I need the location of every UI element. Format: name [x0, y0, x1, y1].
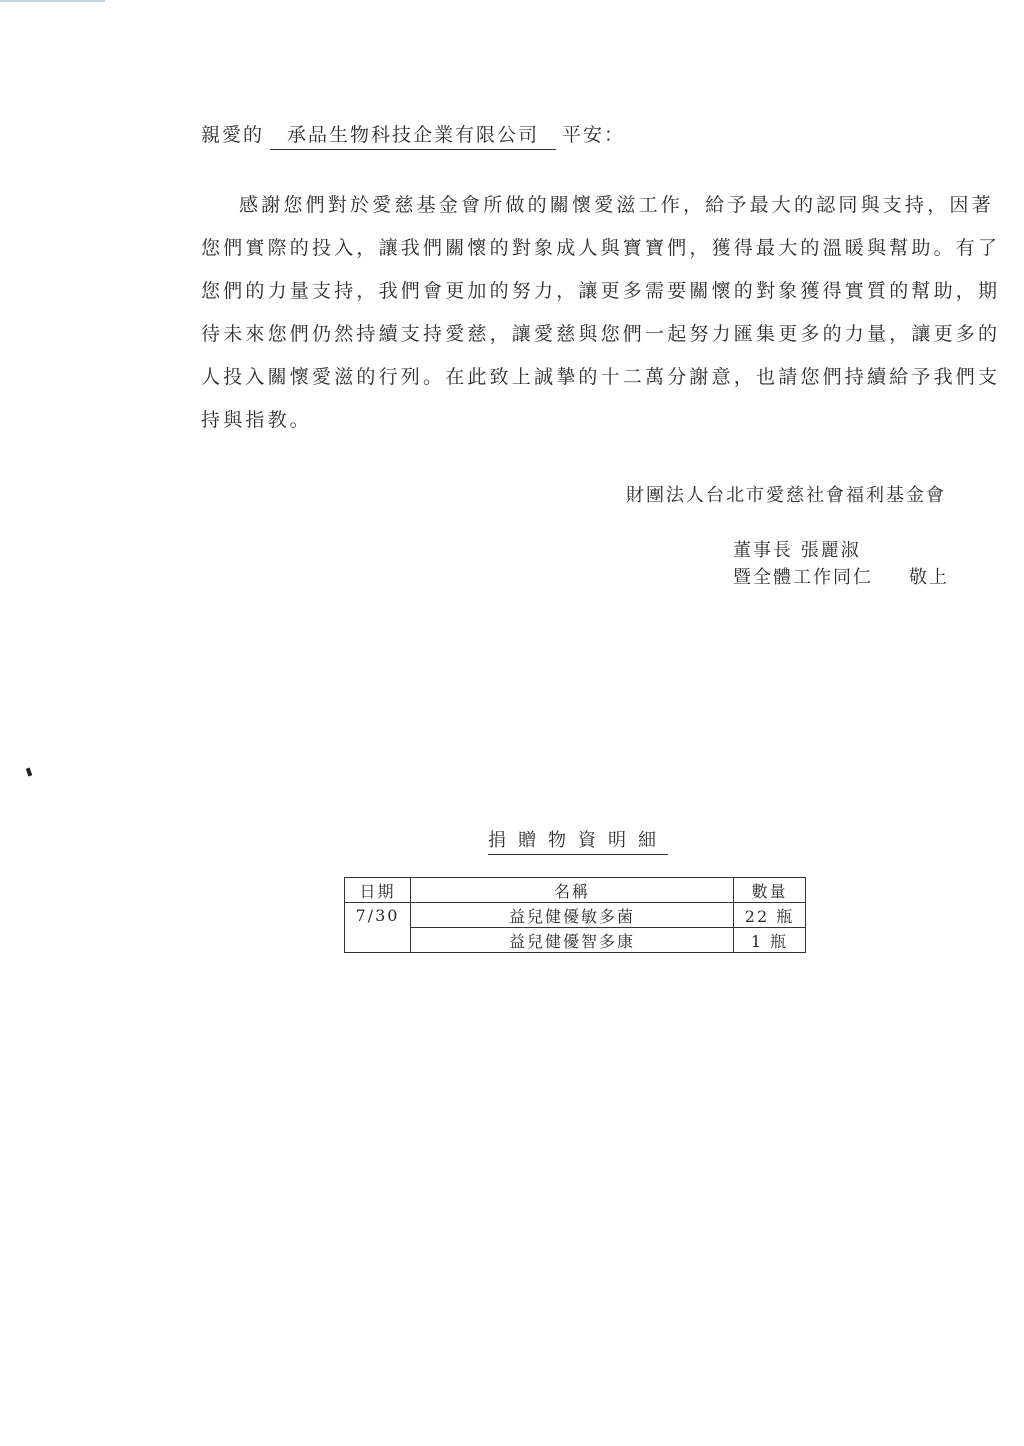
table-row: [345, 903, 806, 928]
signature-staff-line: [733, 563, 949, 589]
salutation-prefix: 親愛的: [201, 124, 265, 146]
body-line: 您們實際的投入，讓我們關懷的對象成人與寶寶們，獲得最大的溫暖與幫助。有了: [201, 237, 1001, 259]
letter-body: [201, 184, 1001, 442]
signature-staff: 暨全體工作同仁: [733, 567, 873, 588]
table-row: [345, 928, 806, 953]
body-line: 您們的力量支持，我們會更加的努力，讓更多需要關懷的對象獲得實質的幫助，期: [201, 280, 1001, 302]
donation-date: 7/30: [345, 903, 411, 953]
scan-speck: [26, 768, 32, 777]
body-line: 感謝您們對於愛慈基金會所做的關懷愛滋工作，給予最大的認同與支持，因著: [239, 194, 994, 216]
body-line: 持與指教。: [201, 409, 313, 431]
signature-organization: 財團法人台北市愛慈社會福利基金會: [626, 485, 946, 506]
item-name: 益兒健優智多康: [411, 928, 734, 953]
item-quantity: 1 瓶: [734, 928, 806, 953]
salutation-line: [201, 120, 625, 150]
salutation-suffix: 平安：: [562, 124, 626, 146]
donation-table-title: 捐贈物資明細: [488, 826, 668, 855]
body-line: 待未來您們仍然持續支持愛慈，讓愛慈與您們一起努力匯集更多的力量，讓更多的: [201, 323, 1001, 345]
donation-table: [344, 877, 806, 953]
scan-edge-mark: [0, 0, 105, 2]
signature-chairman: 董事長 張麗淑: [733, 540, 861, 561]
body-line: 人投入關懷愛滋的行列。在此致上誠摯的十二萬分謝意，也請您們持續給予我們支: [201, 366, 1001, 388]
recipient-name: 承品生物科技企業有限公司: [270, 120, 556, 150]
item-name: 益兒健優敏多菌: [411, 903, 734, 928]
header-date: 日期: [345, 878, 411, 903]
header-name: 名稱: [411, 878, 734, 903]
item-quantity: 22 瓶: [734, 903, 806, 928]
signature-closing: 敬上: [909, 567, 949, 588]
table-header-row: [345, 878, 806, 903]
header-quantity: 數量: [734, 878, 806, 903]
